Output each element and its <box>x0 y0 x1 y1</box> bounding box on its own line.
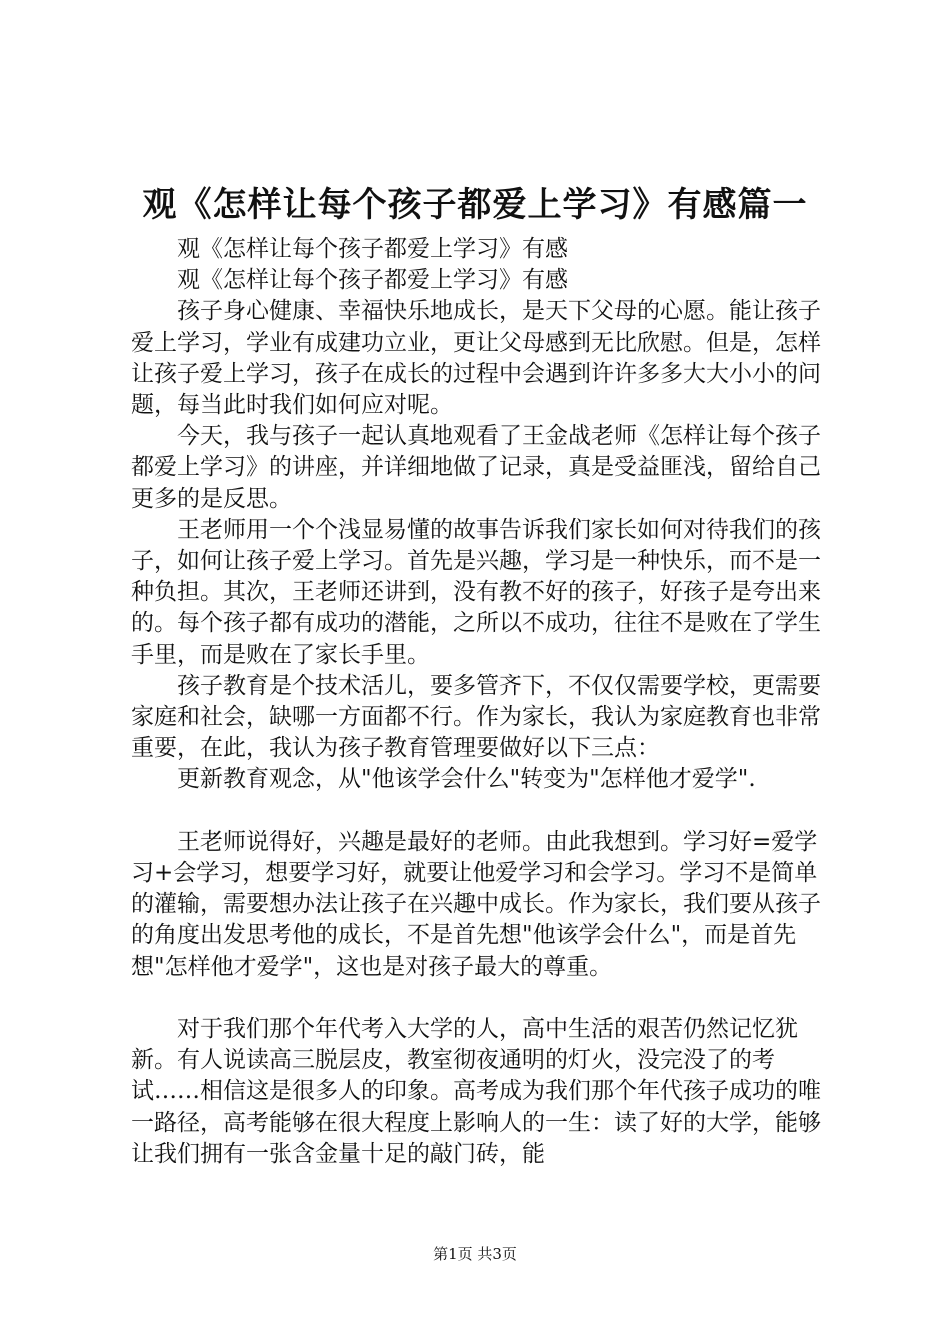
subtitle-line: 观《怎样让每个孩子都爱上学习》有感 <box>177 236 568 262</box>
body-paragraph: 王老师说得好，兴趣是最好的老师。由此我想到。学习好=爱学习+会学习，想要学习好，就要让他爱学习和会学习。学习不是简单的灌输，需要想办法让孩子在兴趣中成长。作为家长，我们要从孩子的角度出发思考他的成长，不是首先想"他该学会什么"，而是首先想"怎样他才爱学"，这也是对孩子最大的尊重。 <box>131 828 821 980</box>
body-paragraph: 王老师用一个个浅显易懂的故事告诉我们家长如何对待我们的孩子，如何让孩子爱上学习。首先是兴趣，学习是一种快乐，而不是一种负担。其次，王老师还讲到，没有教不好的孩子，好孩子是夸出来的。每个孩子都有成功的潜能，之所以不成功，往往不是败在了学生手里，而是败在了家长手里。 <box>131 516 821 668</box>
body-paragraph: 今天，我与孩子一起认真地观看了王金战老师《怎样让每个孩子都爱上学习》的讲座，并详细地做了记录，真是受益匪浅，留给自己更多的是反思。 <box>131 423 821 512</box>
paragraph-spacer <box>131 983 831 1014</box>
paragraph-spacer <box>131 796 831 827</box>
body-paragraph: 孩子教育是个技术活儿，要多管齐下，不仅仅需要学校，更需要家庭和社会，缺哪一方面都不行。作为家长，我认为家庭教育也非常重要，在此，我认为孩子教育管理要做好以下三点： <box>131 672 821 762</box>
document-body <box>131 234 831 1170</box>
page-footer: 第1页 共3页 <box>433 1245 517 1263</box>
body-paragraph: 更新教育观念，从"他该学会什么"转变为"怎样他才爱学". <box>177 766 756 793</box>
document-title: 观《怎样让每个孩子都爱上学习》有感篇一 <box>142 185 808 225</box>
subtitle-line: 观《怎样让每个孩子都爱上学习》有感 <box>177 267 568 294</box>
body-paragraph: 孩子身心健康、幸福快乐地成长，是天下父母的心愿。能让孩子爱上学习，学业有成建功立业，更让父母感到无比欣慰。但是，怎样让孩子爱上学习，孩子在成长的过程中会遇到许许多多大大小小的问题，每当此时我们如何应对呢。 <box>131 298 821 419</box>
body-paragraph: 对于我们那个年代考入大学的人，高中生活的艰苦仍然记忆犹新。有人说读高三脱层皮，教室彻夜通明的灯火，没完没了的考试……相信这是很多人的印象。高考成为我们那个年代孩子成功的唯一路径，高考能够在很大程度上影响人的一生：读了好的大学，能够让我们拥有一张含金量十足的敲门砖，能 <box>131 1016 821 1167</box>
